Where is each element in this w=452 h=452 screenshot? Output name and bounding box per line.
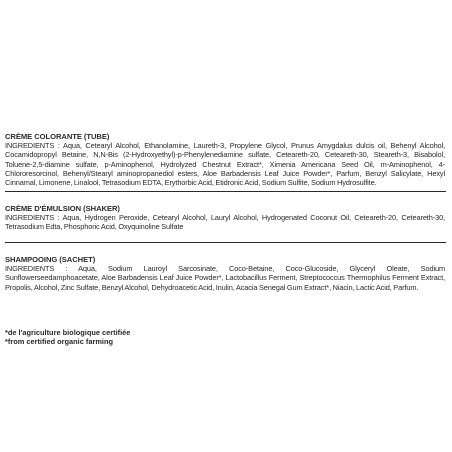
organic-note-en: *from certified organic farming — [5, 337, 114, 346]
section-title: CRÈME COLORANTE (TUBE) — [5, 132, 110, 141]
ingredients-text: INGREDIENTS : Aqua, Cetearyl Alcohol, Ethanolamine, Laureth-3, Propylene Glycol, Prunus Amygdalus dulcis oil, Behenyl Alcohol, Cocamidopropyl Betaine, N,N-Bis (2-Hydroxyethyl)-p-Phenylenediamine sulfate, Ceteareth-20, Ceteareth-30, Steareth-3, Bisabolol, Toluene-2,5-diamine sulfate, p-Aminophenol, Hydrolyzed Chestnut Extract*, Ximenia Americana Seed Oil, m-Aminophenol, 4-Chlororesorcinol, Behenyl/Stearyl aminopropanediol esters, Aloe Barbadensis Leaf Juice Powder*, Parfum, Benzyl Salicylate, Hexyl Cinnamal, Limonene, Linalool, Tetrasodium EDTA, Erythorbic Acid, Etidronic Acid, Sodium Sulfite, Sodium Hydrosulfite. — [5, 141, 445, 188]
ingredients-text: INGREDIENTS : Aqua, Hydrogen Peroxide, Cetearyl Alcohol, Lauryl Alcohol, Hydrogenated Coconut Oil, Ceteareth-20, Ceteareth-30, Tetrasodium Edta, Phosphoric Acid, Oxyquinoline Sulfate — [5, 213, 445, 232]
section-creme-colorante — [5, 132, 445, 187]
footnotes — [5, 328, 445, 346]
ingredients-text: INGREDIENTS : Aqua, Sodium Lauroyl Sarcosinate, Coco-Betaine, Coco-Glucoside, Glyceryl Oleate, Sodium Sunflowerseedamphoacetate, Aloe Barbadensis Leaf Juice Powder*, Lactobacillus Ferment, Streptococcus Thermophilus Ferment Extract, Propolis, Alcohol, Zinc Sulfate, Benzyl Alcohol, Dehydroacetic Acid, Inulin, Acacia Senegal Gum Extract*, Niacin, Lactic Acid, Parfum. — [5, 264, 445, 292]
divider-rule — [5, 242, 446, 243]
divider-rule — [5, 191, 446, 192]
section-creme-emulsion — [5, 204, 445, 232]
section-title: CRÈME D'ÉMULSION (SHAKER) — [5, 204, 120, 213]
organic-note-fr: *de l'agriculture biologique certifiée — [5, 328, 131, 337]
section-title: SHAMPOOING (SACHET) — [5, 255, 96, 264]
section-shampooing — [5, 255, 445, 292]
ingredients-document — [5, 0, 447, 452]
